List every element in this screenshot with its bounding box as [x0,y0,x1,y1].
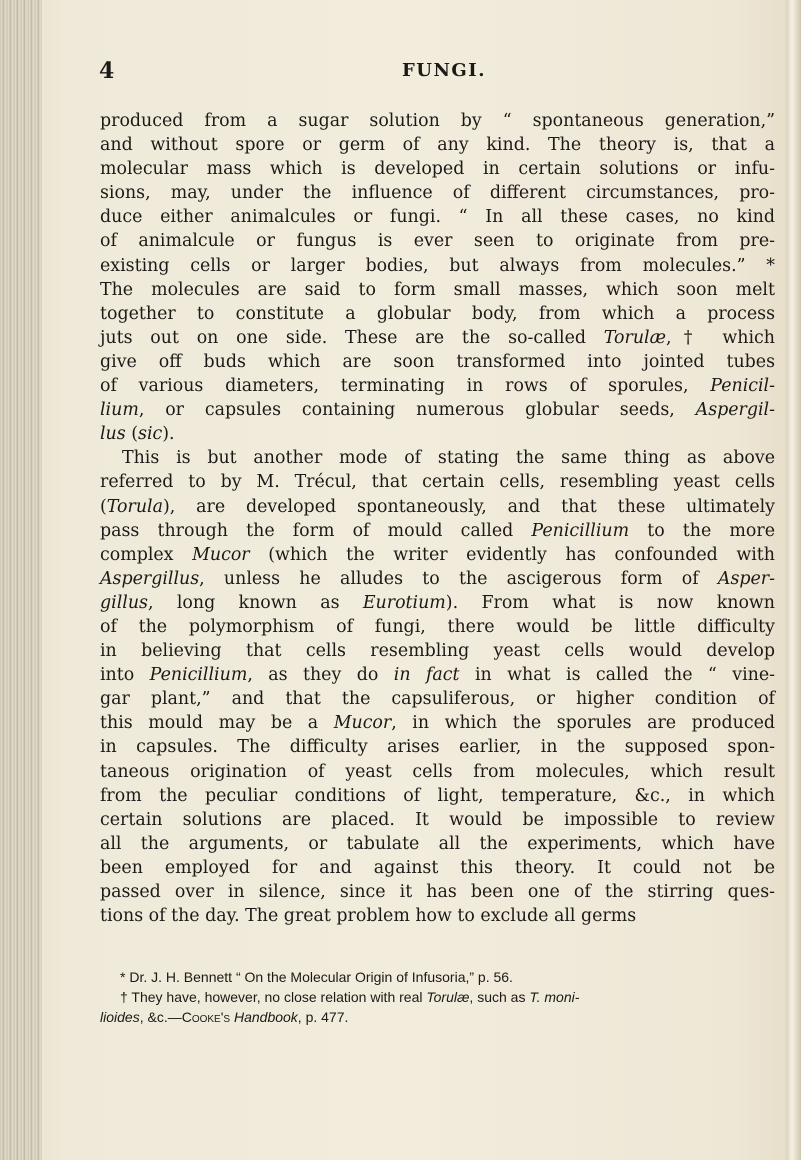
text-line [100,760,775,784]
text-run: Penicil- [710,376,775,397]
text-run: , as they do [247,665,394,686]
running-head: FUNGI. [402,60,486,81]
text-line [100,229,775,253]
text-line [100,735,775,759]
text-line [100,109,775,133]
text-line [100,326,775,350]
text-run: sic [138,424,163,445]
text-run: Mucor [333,713,392,734]
text-line [100,639,775,663]
text-line [100,663,775,687]
text-line [100,543,775,567]
text-line [100,567,775,591]
text-run: ( [100,496,107,517]
text-run: ), are developed spontaneously, and that these ultimately [162,496,775,517]
text-run: taneous origination of yeast cells from molecules, which result [100,761,775,782]
text-run: Eurotium [362,592,446,613]
text-line [100,687,775,711]
text-line [100,157,775,181]
text-run: molecular mass which is developed in certain solutions or infu- [100,159,775,180]
text-run: Torula [106,496,163,517]
text-run: , long known as [147,592,363,613]
text-line [100,181,775,205]
text-run: all the arguments, or tabulate all the experiments, which have [100,833,775,854]
text-line [100,856,775,880]
text-run: in fact [393,665,460,686]
text-line [100,495,775,519]
text-run: , &c.— [139,1009,182,1025]
text-run: existing cells or larger bodies, but always from molecules.” * [100,255,775,276]
body-text [100,109,775,928]
text-line [100,591,775,615]
text-run: , or capsules containing numerous globular seeds, [138,400,696,421]
text-run: The molecules are said to form small masses, which soon melt [100,279,775,300]
text-line [100,904,775,928]
text-run: ,† which [665,327,775,348]
text-line [100,398,775,422]
text-run: to the more [629,520,775,541]
footnote-line [100,1007,775,1027]
text-run: ( [125,424,139,445]
text-line [100,422,775,446]
text-run: certain solutions are placed. It would be impossible to review [100,809,775,830]
text-run: referred to by M. Trécul, that certain cells, resembling yeast cells [100,472,775,493]
footnote-line [100,987,775,1007]
text-run: , p. 477. [297,1009,349,1025]
text-run: lium [100,400,139,421]
text-line [100,470,775,494]
text-run: give off buds which are soon transformed into jointed tubes [100,351,775,372]
text-line [100,302,775,326]
text-run: (which the writer evidently has confounded with [249,544,775,565]
text-line [100,133,775,157]
text-line [100,808,775,832]
text-run: lioides [100,1009,140,1025]
page-header [0,58,801,84]
text-line [100,615,775,639]
text-line [100,278,775,302]
text-run: ). From what is now known [445,592,775,613]
facing-page-edge [786,0,801,1160]
text-line [100,519,775,543]
text-run: Handbook [233,1009,298,1025]
text-run: Torulæ [603,327,666,348]
text-line [100,254,775,278]
text-run: Mucor [192,544,250,565]
text-line [100,446,775,470]
text-run: Cooke's [181,1009,231,1025]
text-run: of animalcule or fungus is ever seen to originate from pre- [100,231,775,252]
text-run: lus [100,424,126,445]
text-line [100,832,775,856]
text-run: passed over in silence, since it has been one of the stirring ques- [100,882,775,902]
text-run: Penicillium [531,520,630,541]
text-line [100,350,775,374]
text-run: in believing that cells resembling yeast cells would develop [100,641,775,662]
text-line [100,711,775,735]
text-run: and without spore or germ of any kind. The theory is, that a [100,135,775,156]
text-run: Torulæ [426,989,470,1005]
page-number: 4 [99,58,115,84]
book-binding-edge [0,0,42,1160]
text-run: juts out on one side. These are the so-called [100,327,604,348]
text-run: † They have, however, no close relation with real [120,989,427,1005]
text-run: of the polymorphism of fungi, there would be little difficulty [100,616,775,637]
text-line [100,784,775,808]
text-run: Aspergil- [695,400,775,421]
text-run: produced from a sugar solution by “ spontaneous generation,” [100,111,775,131]
text-line [100,374,775,398]
text-run: of various diameters, terminating in rows of sporules, [100,376,711,397]
text-run: in capsules. The difficulty arises earlier, in the supposed spon- [100,737,775,758]
text-run: tions of the day. The great problem how to exclude all germs [100,906,637,927]
text-run: Penicillium [149,665,248,686]
text-run: in what is called the “ vine- [459,665,776,686]
text-run: , unless he alludes to the ascigerous form of [199,568,718,589]
text-run: Asper- [717,568,775,589]
text-run: gar plant,” and that the capsuliferous, or higher condition of [100,689,775,710]
footnotes [100,967,775,1027]
text-run: Aspergillus [100,568,200,589]
text-run: sions, may, under the influence of different circumstances, pro- [100,183,775,204]
text-line [100,880,775,904]
text-run: This is but another mode of stating the same thing as above [122,448,775,469]
text-run: duce either animalcules or fungi. “ In all these cases, no kind [100,207,775,228]
text-run: into [100,665,150,686]
text-run: T. moni- [529,989,580,1005]
text-line [100,205,775,229]
text-run: , such as [469,989,530,1005]
text-run: complex [100,544,193,565]
text-run: been employed for and against this theory. It could not be [100,857,775,878]
text-run: gillus [100,592,148,613]
text-run: , in which the sporules are produced [391,713,775,734]
footnote-line [100,967,775,987]
text-run: ). [162,424,175,445]
text-run: * Dr. J. H. Bennett “ On the Molecular Origin of Infusoria,” p. 56. [120,969,513,985]
text-run: from the peculiar conditions of light, temperature, &c., in which [100,785,775,806]
text-run: together to constitute a globular body, from which a process [100,303,775,324]
text-run: pass through the form of mould called [100,520,532,541]
text-run: this mould may be a [100,713,334,734]
